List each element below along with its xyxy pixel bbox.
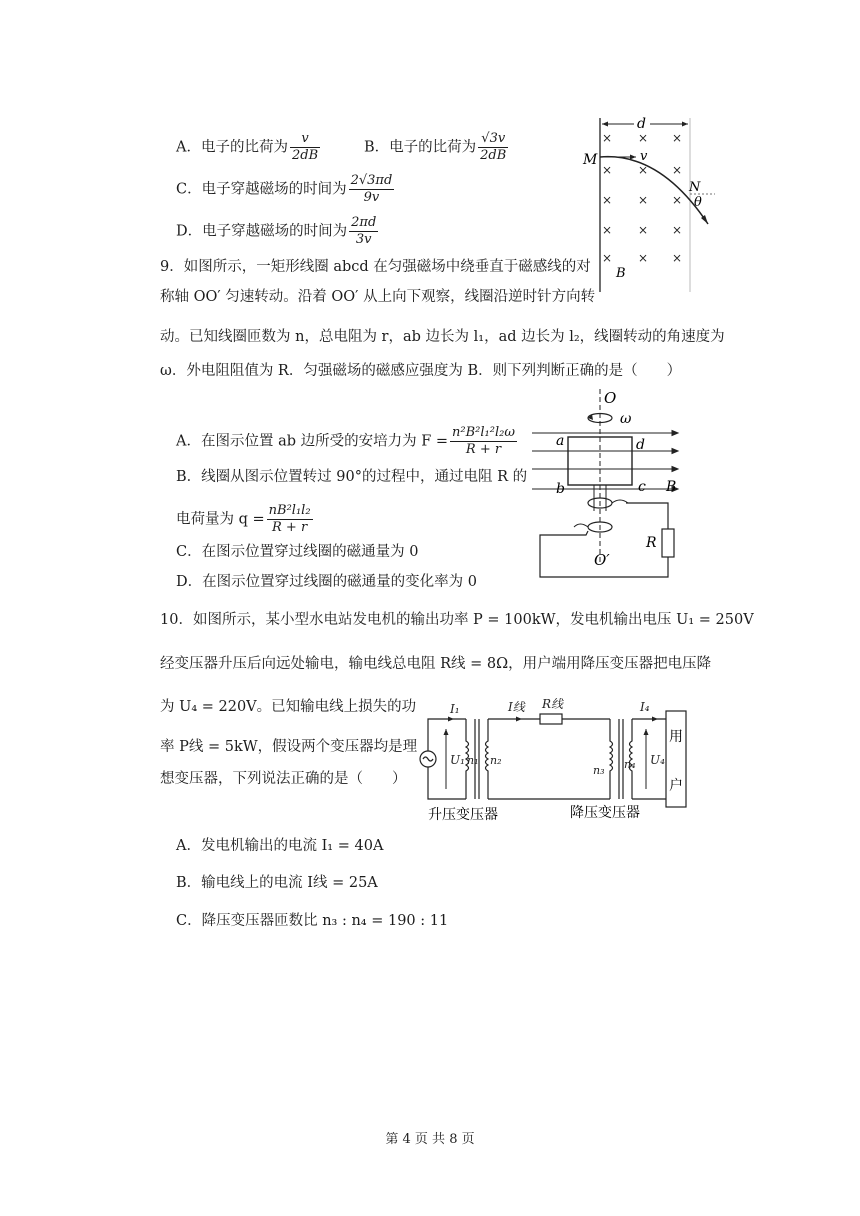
q8-magnetic-field-figure bbox=[580, 112, 720, 300]
fraction-denominator: R + r bbox=[465, 442, 502, 457]
cross-mark: × bbox=[638, 223, 649, 237]
q9-label-c: c bbox=[638, 479, 646, 495]
q10-label-R-line: R线 bbox=[542, 697, 564, 711]
cross-mark: × bbox=[672, 131, 683, 145]
q9-label-a: a bbox=[556, 433, 565, 449]
q8-label-N: N bbox=[689, 180, 701, 195]
q9-stem-line-2: 称轴 OO′ 匀速转动。沿着 OO′ 从上向下观察，线圈沿逆时针方向转 bbox=[160, 289, 596, 305]
q8-label-v: v bbox=[640, 149, 648, 164]
q10-stem-line-4: 率 P线 = 5kW，假设两个变压器均是理 bbox=[160, 739, 418, 755]
q10-option-a: A．发电机输出的电流 I₁ = 40A bbox=[176, 838, 384, 854]
fraction-denominator: 3v bbox=[355, 232, 372, 247]
q8-option-d-fraction bbox=[349, 215, 378, 248]
q8-option-c-text: C．电子穿越磁场的时间为 bbox=[176, 181, 347, 198]
q8-option-a-fraction bbox=[290, 131, 320, 164]
q10-label-U4: U₄ bbox=[650, 753, 665, 767]
cross-mark: × bbox=[638, 131, 649, 145]
cross-mark: × bbox=[638, 251, 649, 265]
q8-option-b bbox=[364, 131, 510, 164]
q10-label-user-1: 用 bbox=[669, 729, 683, 745]
cross-mark: × bbox=[602, 251, 613, 265]
q10-stem-line-5: 想变压器，下列说法正确的是（ ） bbox=[160, 771, 407, 787]
q9-label-d: d bbox=[636, 437, 645, 453]
q8-label-d: d bbox=[637, 116, 646, 132]
cross-mark: × bbox=[638, 163, 649, 177]
cross-mark: × bbox=[638, 193, 649, 207]
fraction-numerator: 2πd bbox=[351, 215, 377, 230]
fraction-denominator: 2dB bbox=[480, 148, 507, 163]
q10-label-step-up: 升压变压器 bbox=[428, 807, 498, 823]
q10-transmission-circuit-figure bbox=[410, 693, 698, 827]
q9-stem-line-3: 动。已知线圈匝数为 n，总电阻为 r，ab 边长为 l₁，ad 边长为 l₂，线圈转动的角速度为 bbox=[160, 329, 725, 345]
q10-label-I4: I₄ bbox=[640, 700, 650, 714]
page-number-footer: 第 4 页 共 8 页 bbox=[385, 1132, 475, 1147]
q10-stem-line-2: 经变压器升压后向远处输电，输电线总电阻 R线 = 8Ω，用户端用降压变压器把电压降 bbox=[160, 656, 712, 672]
q8-label-theta: θ bbox=[694, 195, 702, 210]
fraction-denominator: 2dB bbox=[291, 148, 319, 163]
q10-label-I-line: I线 bbox=[508, 700, 525, 714]
q9-option-b-fraction bbox=[267, 503, 313, 536]
q9-option-b-line-1: B．线圈从图示位置转过 90°的过程中，通过电阻 R 的 bbox=[176, 469, 528, 485]
q9-label-O-prime: O′ bbox=[594, 551, 610, 569]
q9-coil-figure bbox=[528, 385, 694, 581]
q9-label-omega: ω bbox=[620, 411, 632, 427]
q10-label-n1: n₁ bbox=[467, 754, 479, 767]
q9-option-b-line-2 bbox=[176, 503, 315, 536]
q8-label-M: M bbox=[583, 152, 598, 168]
q10-label-n3: n₃ bbox=[593, 764, 605, 777]
q9-stem-line-4: ω．外电阻阻值为 R．匀强磁场的磁感应强度为 B．则下列判断正确的是（ ） bbox=[160, 363, 682, 379]
q9-label-B: B bbox=[666, 479, 677, 495]
q9-label-b: b bbox=[556, 481, 565, 497]
fraction-numerator: v bbox=[290, 131, 320, 148]
q10-stem-line-3: 为 U₄ = 220V。已知输电线上损失的功 bbox=[160, 699, 417, 715]
q10-option-b: B．输电线上的电流 I线 = 25A bbox=[176, 875, 378, 891]
q9-option-d: D．在图示位置穿过线圈的磁通量的变化率为 0 bbox=[176, 574, 477, 590]
cross-mark: × bbox=[602, 163, 613, 177]
cross-mark: × bbox=[672, 251, 683, 265]
fraction-numerator: √3v bbox=[478, 131, 508, 148]
q8-option-d bbox=[176, 215, 380, 248]
q10-label-n4: n₄ bbox=[624, 758, 636, 771]
fraction-denominator: R + r bbox=[272, 520, 308, 535]
q10-label-user-2: 户 bbox=[669, 778, 683, 794]
cross-mark: × bbox=[672, 223, 683, 237]
q10-label-n2: n₂ bbox=[490, 754, 502, 767]
q9-label-R: R bbox=[646, 535, 657, 551]
q9-option-c: C．在图示位置穿过线圈的磁通量为 0 bbox=[176, 544, 419, 560]
cross-mark: × bbox=[672, 163, 683, 177]
cross-mark: × bbox=[602, 131, 613, 145]
q9-option-b-text: 电荷量为 q = bbox=[176, 511, 265, 528]
q9-option-a bbox=[176, 425, 519, 458]
cross-mark: × bbox=[602, 193, 613, 207]
fraction-numerator: 2√3πd bbox=[350, 173, 393, 188]
q10-label-U1: U₁ bbox=[450, 753, 465, 767]
fraction-numerator: n²B²l₁²l₂ω bbox=[452, 425, 515, 440]
q10-option-c: C．降压变压器匝数比 n₃ : n₄ = 190 : 11 bbox=[176, 913, 449, 929]
q8-option-a bbox=[176, 131, 322, 164]
q9-stem-line-1: 9．如图所示，一矩形线圈 abcd 在匀强磁场中绕垂直于磁感线的对 bbox=[160, 259, 591, 275]
q8-option-d-text: D．电子穿越磁场的时间为 bbox=[176, 223, 348, 240]
q9-label-O: O bbox=[604, 389, 617, 407]
q10-label-I1: I₁ bbox=[450, 702, 460, 716]
q8-label-B: B bbox=[616, 266, 626, 281]
cross-mark: × bbox=[672, 193, 683, 207]
cross-mark: × bbox=[602, 223, 613, 237]
q8-option-c-fraction bbox=[349, 173, 395, 206]
q8-option-b-fraction bbox=[478, 131, 508, 164]
q9-option-a-text: A．在图示位置 ab 边所受的安培力为 F = bbox=[176, 433, 449, 450]
fraction-numerator: nB²l₁l₂ bbox=[268, 503, 311, 518]
q10-label-step-down: 降压变压器 bbox=[570, 805, 640, 821]
q8-option-c bbox=[176, 173, 396, 206]
q10-stem-line-1: 10．如图所示，某小型水电站发电机的输出功率 P = 100kW，发电机输出电压 U₁ = 250V bbox=[160, 612, 754, 628]
fraction-denominator: 9v bbox=[363, 190, 380, 205]
q8-option-b-text: B．电子的比荷为 bbox=[364, 139, 477, 156]
q8-option-a-text: A．电子的比荷为 bbox=[176, 139, 288, 156]
q9-option-a-fraction bbox=[450, 425, 517, 458]
